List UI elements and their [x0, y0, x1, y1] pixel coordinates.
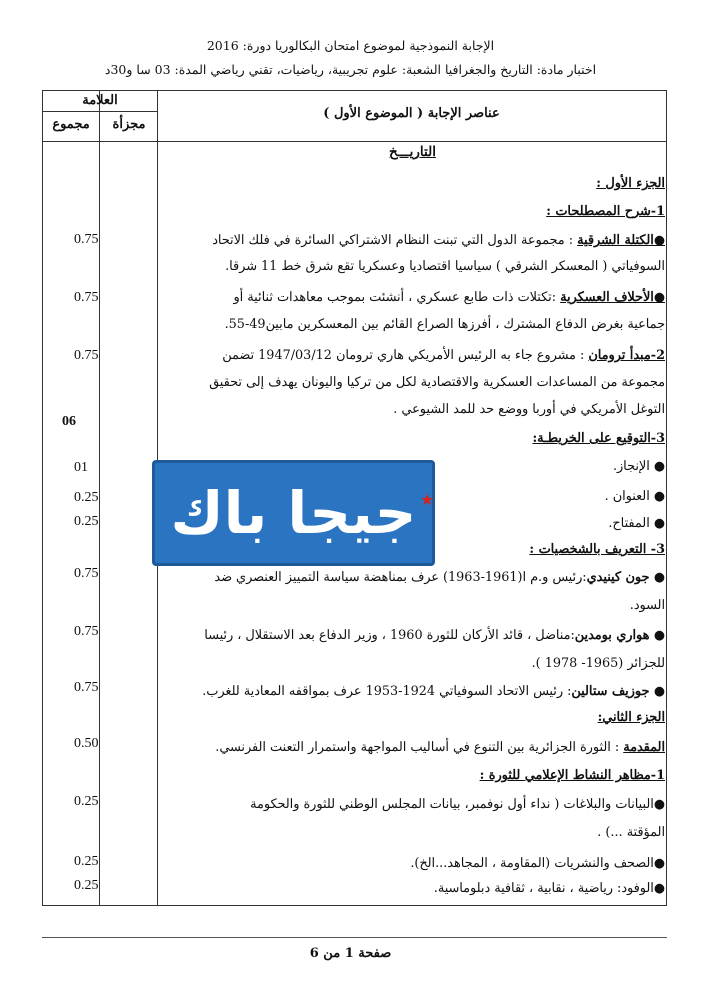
score-cell: 01 [74, 460, 88, 475]
q4-title: 3- التعريف بالشخصيات : [529, 542, 665, 557]
watermark-logo [152, 460, 435, 566]
partial-header: مجزأة [112, 117, 146, 132]
score-cell: 0.25 [74, 514, 99, 529]
person-boumediene-cont: للجزائر (1965- 1978 ). [531, 656, 665, 671]
section-title: التاريـــخ [389, 144, 436, 160]
map-item: ● العنوان . [604, 489, 665, 504]
q3-title: 3-التوقيع على الخريطـة: [532, 431, 665, 446]
star-icon: ★ [420, 490, 435, 509]
row-divider [43, 111, 157, 112]
media-title: 1-مظاهر النشاط الإعلامي للثورة : [479, 768, 665, 783]
score-cell: 0.25 [74, 794, 99, 809]
answer-header: عناصر الإجابة ( الموضوع الأول ) [323, 106, 500, 121]
score-cell: 0.75 [74, 566, 99, 581]
exam-subtitle: اختبار مادة: التاريخ والجغرافيا الشعبة: علوم تجريبية، رياضيات، تقني رياضي المدة: 03 سا و30د [104, 62, 597, 77]
q1-title: 1-شرح المصطلحات : [546, 204, 665, 219]
truman-doctrine-cont: مجموعة من المساعدات العسكرية والاقتصادية لكل من تركيا واليونان يهدف إلى تحقيق [209, 375, 665, 390]
term-military-alliances: ●الأحلاف العسكرية :تكتلات ذات طابع عسكري ، أنشئت بموجب معاهدات ثنائية أو [233, 290, 665, 305]
media-item: ●البيانات والبلاغات ( نداء أول نوفمبر، بيانات المجلس الوطني للثورة والحكومة [250, 797, 665, 812]
map-item: ● الإنجاز. [612, 459, 665, 474]
person-boumediene: ● هواري بومدين:مناضل ، قائد الأركان للثورة 1960 ، وزير الدفاع بعد الاستقلال ، رئيسا [204, 628, 665, 643]
page-number: صفحة 1 من 6 [309, 946, 392, 961]
total-score: 06 [62, 414, 76, 429]
score-cell: 0.25 [74, 878, 99, 893]
person-kennedy: ● جون كينيدي:رئيس و.م ا(1961-1963) عرف بمناهضة سياسة التمييز العنصري ضد [214, 570, 665, 585]
person-kennedy-cont: السود. [629, 598, 665, 613]
total-header: مجموع [52, 117, 90, 132]
truman-doctrine-cont: التوغل الأمريكي في أوربا ووضع حد للمد الشيوعي . [393, 402, 665, 417]
score-cell: 0.75 [74, 348, 99, 363]
part1-title: الجزء الأول : [596, 176, 665, 191]
exam-title: الإجابة النموذجية لموضوع امتحان البكالوريا دورة: 2016 [206, 38, 495, 53]
footer-divider [42, 937, 667, 938]
term-eastern-bloc: ●الكتلة الشرقية : مجموعة الدول التي تبنت النظام الاشتراكي السائرة في فلك الاتحاد [212, 233, 665, 248]
part2-title: الجزء الثاني: [597, 710, 665, 725]
score-cell: 0.75 [74, 624, 99, 639]
person-stalin: ● جوزيف ستالين: رئيس الاتحاد السوفياتي 1924-1953 عرف بمواقفه المعادية للغرب. [202, 684, 665, 699]
watermark-text: جيجا باك [170, 479, 417, 547]
media-item: ●الصحف والنشريات (المقاومة ، المجاهد...الخ). [410, 856, 665, 871]
media-item: ●الوفود: رياضية ، نقابية ، ثقافية دبلوماسية. [433, 881, 665, 896]
introduction: المقدمة : الثورة الجزائرية بين التنوع في أساليب المواجهة واستمرار التعنت الفرنسي. [215, 740, 665, 755]
score-cell: 0.75 [74, 232, 99, 247]
map-item: ● المفتاح. [608, 516, 665, 531]
media-item-cont: المؤقتة ...) . [597, 825, 665, 840]
score-cell: 0.75 [74, 680, 99, 695]
term-eastern-bloc-cont: السوفياتي ( المعسكر الشرقي ) سياسيا اقتصاديا وعسكريا تقع شرق خط 11 شرقا. [225, 259, 665, 274]
term-military-alliances-cont: جماعية بغرض الدفاع المشترك ، أفرزها الصراع القائم بين المعسكرين مابين49-55. [224, 317, 665, 332]
score-cell: 0.25 [74, 854, 99, 869]
score-cell: 0.50 [74, 736, 99, 751]
mark-header: العلامة [82, 93, 118, 108]
score-cell: 0.25 [74, 490, 99, 505]
score-cell: 0.75 [74, 290, 99, 305]
truman-doctrine: 2-مبدأ ترومان : مشروع جاء به الرئيس الأمريكي هاري ترومان 1947/03/12 تضمن [222, 348, 665, 363]
